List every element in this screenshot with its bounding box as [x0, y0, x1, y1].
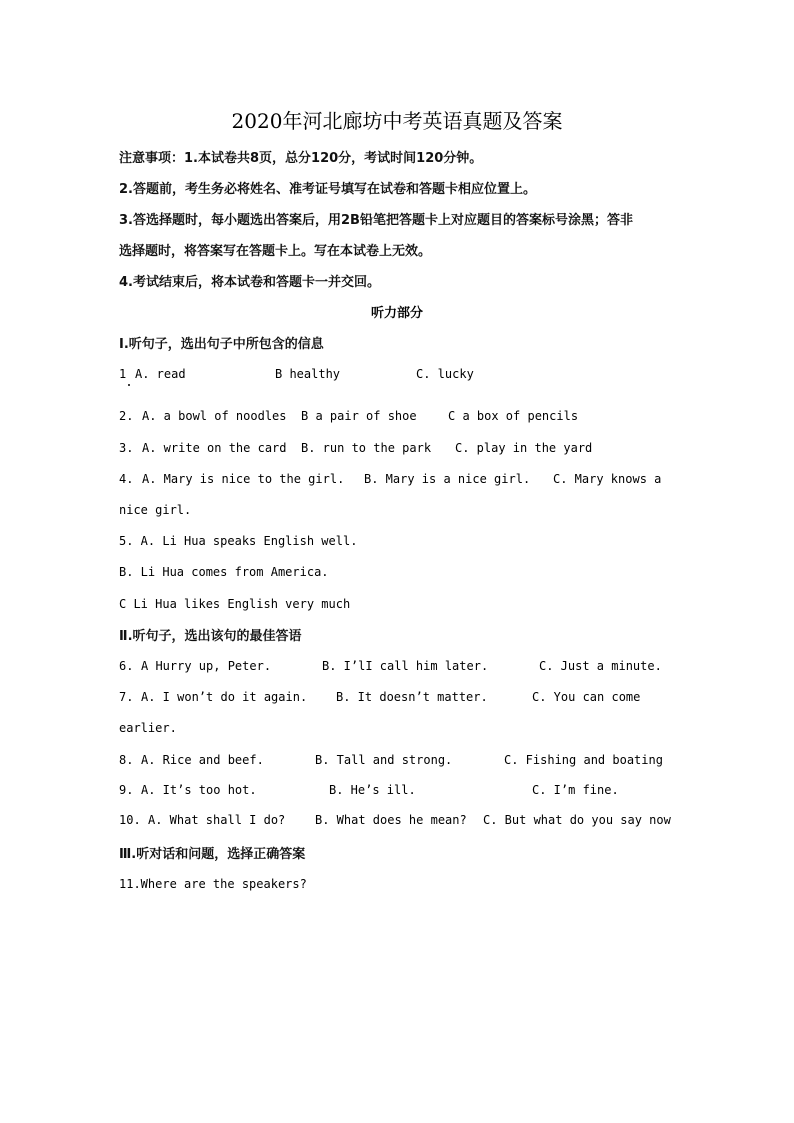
note-1: 注意事项：1.本试卷共8页，总分120分，考试时间120分钟。: [119, 151, 483, 166]
note-3: 3.答选择题时，每小题选出答案后，用2B铅笔把答题卡上对应题目的答案标号涂黑；答非: [119, 213, 633, 228]
q10-number: 10.: [119, 813, 141, 827]
q2-option-b: B a pair of shoe: [301, 409, 417, 423]
q1-option-a: A. read: [135, 367, 186, 381]
page-title: 2020年河北廊坊中考英语真题及答案: [231, 109, 563, 133]
part-title: 听力部分: [370, 306, 423, 321]
q4-number: 4.: [119, 472, 134, 486]
q9-option-b: B. He’s ill.: [329, 783, 416, 797]
q7-option-b: B. It doesn’t matter.: [336, 690, 488, 704]
q3-option-c: C. play in the yard: [455, 441, 593, 455]
q9-option-c: C. I’m fine.: [532, 783, 619, 797]
q9-option-a: A. It’s too hot.: [141, 783, 257, 797]
section-2-heading: Ⅱ.听句子，选出该句的最佳答语: [119, 629, 302, 644]
q2-option-c: C a box of pencils: [448, 409, 579, 423]
q6-option-b: B. I’lI call him later.: [322, 659, 489, 673]
q10-option-a: A. What shall I do?: [148, 813, 286, 827]
q11-question: 11.Where are the speakers?: [119, 877, 307, 891]
q10-option-b: B. What does he mean?: [315, 813, 467, 827]
q9-number: 9.: [119, 783, 134, 797]
section-3-heading: Ⅲ.听对话和问题，选择正确答案: [119, 847, 306, 862]
q5-option-a: 5. A. Li Hua speaks English well.: [119, 534, 358, 548]
q8-number: 8.: [119, 753, 134, 767]
q7-option-c-continued: earlier.: [119, 721, 177, 735]
q6-option-c: C. Just a minute.: [539, 659, 662, 673]
q8-option-b: B. Tall and strong.: [315, 753, 453, 767]
q3-option-b: B. run to the park: [301, 441, 432, 455]
q4-option-a: A. Mary is nice to the girl.: [142, 472, 345, 486]
q10-option-c: C. But what do you say now: [483, 813, 671, 827]
q2-number: 2.: [119, 409, 134, 423]
q3-option-a: A. write on the card: [142, 441, 287, 455]
q8-option-c: C. Fishing and boating: [504, 753, 663, 767]
q5-option-c: C Li Hua likes English very much: [119, 597, 351, 611]
q4-option-c: C. Mary knows a: [553, 472, 662, 486]
q6-number: 6.: [119, 659, 134, 673]
q7-option-a: A. I won’t do it again.: [141, 690, 308, 704]
q7-option-c: C. You can come: [532, 690, 641, 704]
q6-option-a: A Hurry up, Peter.: [141, 659, 272, 673]
q3-number: 3.: [119, 441, 134, 455]
note-4: 选择题时，将答案写在答题卡上。写在本试卷上无效。: [119, 244, 432, 259]
q1-number: 1: [119, 367, 127, 381]
q5-option-b: B. Li Hua comes from America.: [119, 565, 329, 579]
q2-option-a: A. a bowl of noodles: [142, 409, 287, 423]
q1-option-c: C. lucky: [416, 367, 474, 381]
note-5: 4.考试结束后，将本试卷和答题卡一并交回。: [119, 275, 380, 290]
q7-number: 7.: [119, 690, 134, 704]
q4-option-b: B. Mary is a nice girl.: [364, 472, 531, 486]
note-2: 2.答题前，考生务必将姓名、准考证号填写在试卷和答题卡相应位置上。: [119, 182, 536, 197]
q1-option-b: B healthy: [275, 367, 341, 381]
q8-option-a: A. Rice and beef.: [141, 753, 264, 767]
bullet-dot: [128, 384, 130, 386]
q4-option-c-continued: nice girl.: [119, 503, 192, 517]
section-1-heading: Ⅰ.听句子，选出句子中所包含的信息: [119, 337, 324, 352]
